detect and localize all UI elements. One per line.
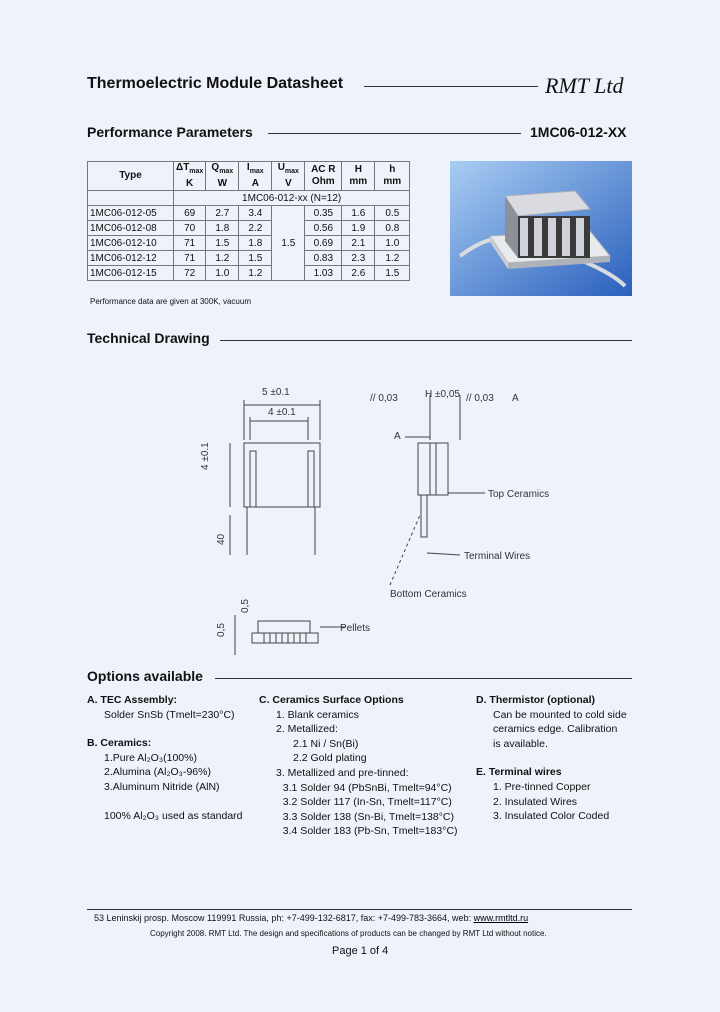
brand-logo: RMT Ltd: [545, 73, 624, 98]
option-line: Can be mounted to cold side: [493, 708, 627, 721]
table-header-row: [88, 162, 410, 191]
umax-shared: 1.5: [272, 206, 305, 281]
drawing-heading: Technical Drawing: [87, 330, 210, 346]
options-rule: [215, 678, 632, 679]
option-line: is available.: [493, 737, 548, 750]
col-type: Type: [88, 162, 174, 191]
table-row: 1MC06-012-10 71 1.5 1.8 0.69 2.1 1.0: [88, 236, 410, 251]
option-line: 3.2 Solder 117 (In-Sn, Tmelt=117°C): [282, 796, 452, 809]
option-line: 3.3 Solder 138 (Sn-Bi, Tmelt=138°C): [282, 810, 455, 823]
group-label: 1MC06-012-xx (N=12): [174, 191, 410, 206]
table-row: 1MC06-012-05 69 2.7 3.4 1.5 0.35 1.6 0.5: [88, 206, 410, 221]
drawing-rule: [220, 340, 632, 341]
label-bottom-ceramics: Bottom Ceramics: [390, 589, 467, 600]
option-line: 2.2 Gold plating: [293, 752, 367, 765]
model-code: 1MC06-012-XX: [530, 124, 627, 140]
label-terminal-wires: Terminal Wires: [464, 551, 531, 562]
option-line: 3. Insulated Color Coded: [493, 810, 610, 823]
option-line: [87, 795, 257, 809]
performance-heading: Performance Parameters: [87, 124, 253, 140]
tolerance-right: // 0,03: [466, 393, 494, 404]
col-i: $I_{max}$ A: [239, 162, 272, 191]
website-link[interactable]: www.rmtltd.ru: [473, 913, 529, 923]
page-number: Page 1 of 4: [332, 945, 389, 957]
option-line: B. Ceramics:: [87, 737, 152, 750]
col-u: $U_{max}$ V: [272, 162, 305, 191]
option-line: [87, 722, 257, 736]
options-col-ceramics-surface: [259, 693, 474, 839]
performance-note: Performance data are given at 300K, vacuum: [90, 297, 251, 306]
col-h: h mm: [375, 162, 410, 191]
footer-copyright: Copyright 2008. RMT Ltd. The design and specifications of products can be changed by RMT Ltd without notice.: [150, 929, 547, 938]
option-line: 1. Pre-tinned Copper: [493, 780, 591, 793]
table-row: 1MC06-012-15 72 1.0 1.2 1.03 2.6 1.5: [88, 266, 410, 281]
option-line: 2. Insulated Wires: [493, 795, 578, 808]
dim-side-1: 0,5: [240, 599, 251, 613]
option-line: C. Ceramics Surface Options: [259, 694, 404, 706]
dim-height: 4 ±0.1: [200, 442, 211, 470]
option-line: [476, 751, 636, 765]
col-r: AC R Ohm: [305, 162, 342, 191]
option-line: ceramics edge. Calibration: [493, 723, 618, 736]
tolerance-left: // 0,03: [370, 393, 398, 404]
performance-table: [87, 161, 410, 281]
option-line: A. TEC Assembly:: [87, 694, 178, 706]
tolerance-ref: A: [512, 393, 519, 404]
table-row: 1MC06-012-12 71 1.2 1.5 0.83 2.3 1.2: [88, 251, 410, 266]
dim-side-2: 0,5: [216, 623, 227, 637]
option-line: 3.4 Solder 183 (Pb-Sn, Tmelt=183°C): [282, 825, 458, 838]
option-line: 2.1 Ni / Sn(Bi): [293, 737, 359, 750]
tolerance-h: H ±0,05: [425, 389, 460, 400]
footer-address: 53 Leninskij prosp. Moscow 119991 Russia, ph: +7-499-132-6817, fax: +7-499-783-3664, web: www.rmtltd.ru: [94, 913, 529, 923]
option-line: 3.1 Solder 94 (PbSnBi, Tmelt=94°C): [282, 781, 452, 794]
footer-rule: [87, 909, 632, 910]
option-line: 2.Alumina (Al₂O₃-96%): [104, 766, 211, 779]
option-line: 3. Metallized and pre-tinned:: [276, 766, 409, 779]
label-top-ceramics: Top Ceramics: [488, 489, 550, 500]
technical-drawing: [180, 375, 580, 665]
title-rule: [364, 86, 538, 87]
dim-inner: 4 ±0.1: [268, 407, 296, 418]
options-heading: Options available: [87, 668, 203, 684]
option-line: D. Thermistor (optional): [476, 694, 595, 706]
product-photo: [450, 161, 632, 296]
option-line: E. Terminal wires: [476, 766, 562, 779]
col-q: $Q_{max}$ W: [206, 162, 239, 191]
option-line: 3.Aluminum Nitride (AlN): [104, 780, 220, 793]
option-line: 1.Pure Al₂O₃(100%): [104, 751, 197, 764]
options-col-assembly: [87, 693, 257, 823]
col-dt: $\Delta T_{max}$ K: [174, 162, 206, 191]
option-line: 2. Metallized:: [276, 723, 338, 736]
dim-wire: 40: [216, 533, 227, 545]
table-row: 1MC06-012-08 70 1.8 2.2 0.56 1.9 0.8: [88, 221, 410, 236]
col-H: H mm: [342, 162, 375, 191]
datum-a: A: [394, 431, 401, 442]
option-line: 100% Al₂O₃ used as standard: [104, 809, 243, 822]
options-col-thermistor-wires: [476, 693, 636, 824]
label-pellets: Pellets: [340, 623, 371, 634]
performance-rule: [268, 133, 521, 134]
option-line: Solder SnSb (Tmelt=230°C): [104, 708, 235, 721]
dim-top: 5 ±0.1: [262, 387, 290, 398]
document-title: Thermoelectric Module Datasheet: [87, 75, 344, 92]
option-line: 1. Blank ceramics: [276, 708, 359, 721]
